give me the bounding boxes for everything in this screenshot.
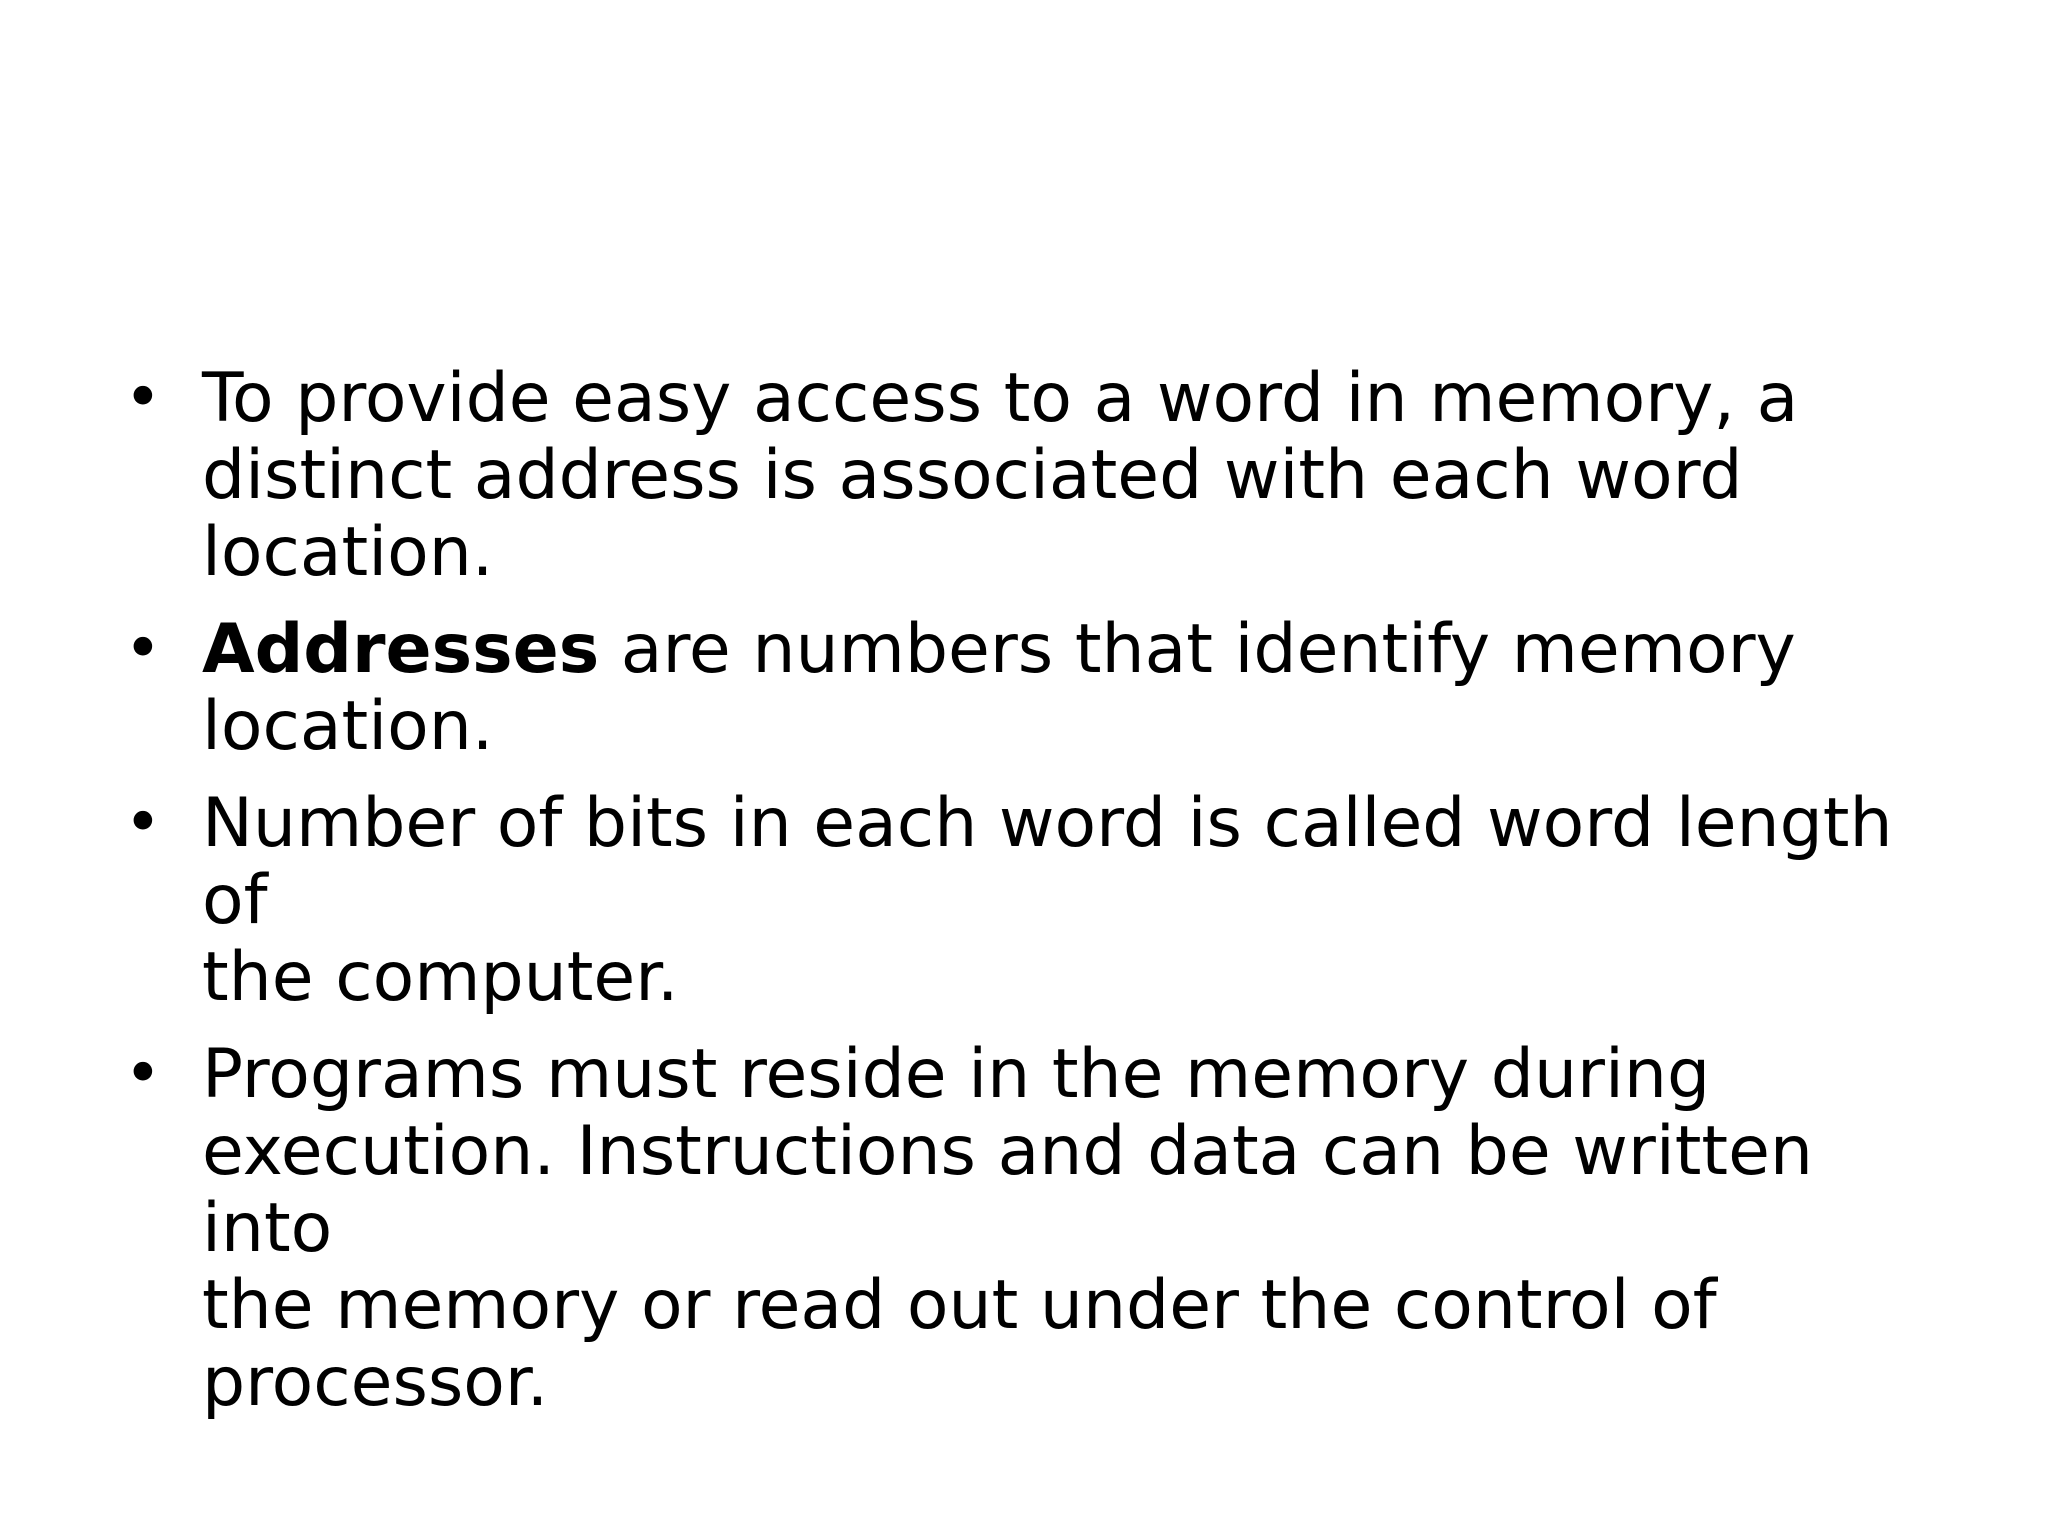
bullet-marker: •: [124, 612, 162, 686]
bullet-marker: •: [124, 361, 162, 435]
bullet-marker: •: [124, 1037, 162, 1111]
bullet-item: [124, 360, 1944, 591]
bullet-marker: •: [124, 786, 162, 860]
bullet-text-container: [202, 611, 1944, 765]
bullet-text: are numbers that identify memory location.: [202, 610, 1796, 766]
bullet-text: To provide easy access to a word in memory, a distinct address is associated with each word location.: [202, 359, 1799, 592]
bullet-text: Number of bits in each word is called word length of the computer.: [202, 784, 1893, 1017]
bullet-list: [124, 360, 1944, 1441]
bullet-item: [124, 611, 1944, 765]
bullet-item: [124, 785, 1944, 1016]
bullet-item: [124, 1036, 1944, 1421]
bold-term: Addresses: [202, 610, 600, 689]
bullet-text: Programs must reside in the memory during execution. Instructions and data can be written into the memory or read out under the control of processor.: [202, 1035, 1814, 1422]
